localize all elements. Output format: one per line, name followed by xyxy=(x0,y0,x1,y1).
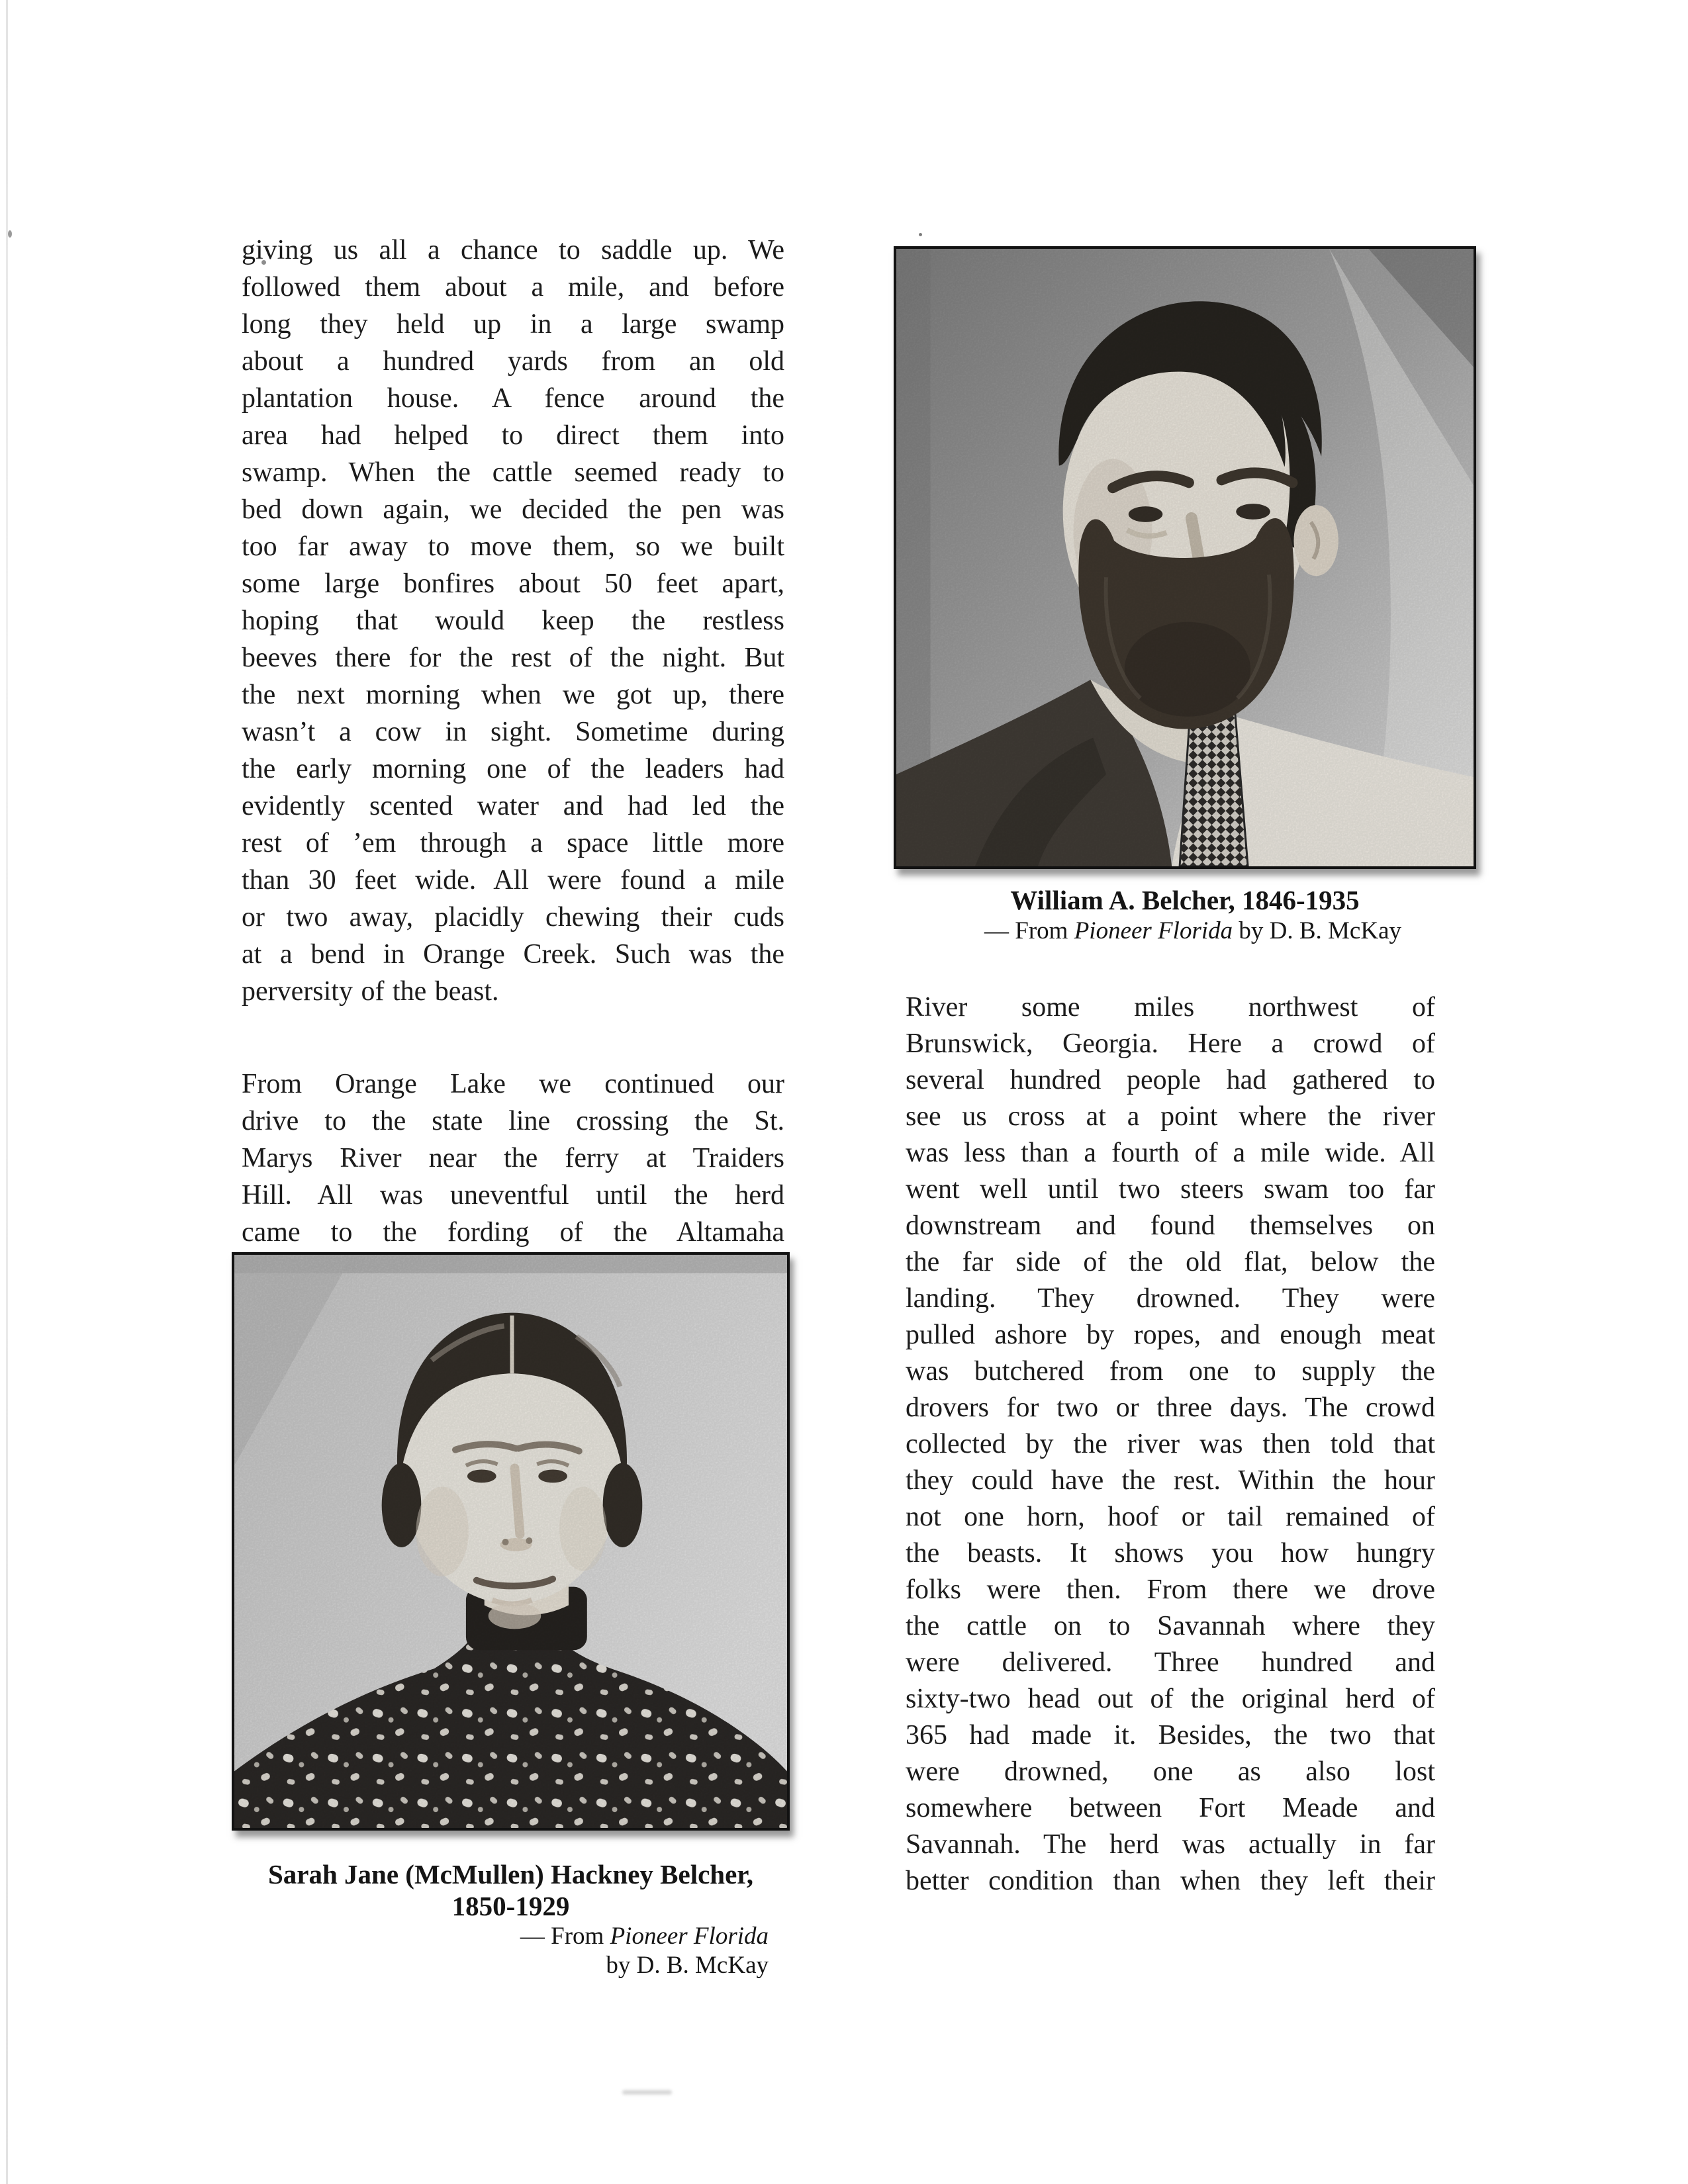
text-line: the beasts. It shows you how hungry xyxy=(906,1538,1435,1569)
sarah-jane-belcher-caption xyxy=(232,1858,790,1980)
text-line: too far away to move them, so we built xyxy=(242,531,784,562)
text-line: evidently scented water and had led the xyxy=(242,791,784,821)
text-line: perversity of the beast. xyxy=(242,976,499,1007)
text-line: bed down again, we decided the pen was xyxy=(242,494,784,525)
text-line: were delivered. Three hundred and xyxy=(906,1647,1435,1678)
text-line: came to the fording of the Altamaha xyxy=(242,1217,784,1248)
sarah-jane-belcher-portrait-image xyxy=(234,1255,787,1828)
text-line: than 30 feet wide. All were found a mile xyxy=(242,865,784,895)
text-line: drive to the state line crossing the St. xyxy=(242,1106,784,1136)
caption-title-line1: Sarah Jane (McMullen) Hackney Belcher, xyxy=(268,1859,753,1889)
william-belcher-portrait-image xyxy=(896,249,1474,866)
text-line: was butchered from one to supply the xyxy=(906,1356,1435,1387)
credit-book-title: Pioneer Florida xyxy=(610,1923,769,1950)
text-line: about a hundred yards from an old xyxy=(242,346,784,377)
text-line: wasn’t a cow in sight. Sometime during xyxy=(242,717,784,747)
william-belcher-photo xyxy=(894,246,1476,869)
text-line: landing. They drowned. They were xyxy=(906,1283,1435,1314)
scan-smudge xyxy=(622,2090,672,2095)
text-line: Savannah. The herd was actually in far xyxy=(906,1829,1435,1860)
text-line: better condition than when they left their xyxy=(906,1866,1435,1896)
text-line: some large bonfires about 50 feet apart, xyxy=(242,569,784,599)
text-line: pulled ashore by ropes, and enough meat xyxy=(906,1320,1435,1350)
left-column-paragraph-2 xyxy=(242,1066,784,1251)
caption-credit-line1 xyxy=(232,1922,790,1951)
text-line: followed them about a mile, and before xyxy=(242,272,784,302)
text-line: giving us all a chance to saddle up. We xyxy=(242,235,784,265)
text-line: at a bend in Orange Creek. Such was the xyxy=(242,939,784,970)
text-line: not one horn, hoof or tail remained of xyxy=(906,1502,1435,1532)
text-line: Brunswick, Georgia. Here a crowd of xyxy=(906,1028,1435,1059)
text-line: 365 had made it. Besides, the two that xyxy=(906,1720,1435,1751)
text-line: collected by the river was then told that xyxy=(906,1429,1435,1459)
text-line: swamp. When the cattle seemed ready to xyxy=(242,457,784,488)
text-line: River some miles northwest of xyxy=(906,992,1435,1023)
text-line: was less than a fourth of a mile wide. All xyxy=(906,1138,1435,1168)
caption-title-line2: 1850-1929 xyxy=(451,1891,570,1921)
text-line: drovers for two or three days. The crowd xyxy=(906,1392,1435,1423)
william-belcher-caption xyxy=(894,884,1476,946)
text-line: hoping that would keep the restless xyxy=(242,606,784,636)
caption-credit-line2: by D. B. McKay xyxy=(606,1952,769,1979)
text-line: were drowned, one as also lost xyxy=(906,1756,1435,1787)
scan-edge-artifact xyxy=(6,0,8,2184)
text-line: downstream and found themselves on xyxy=(906,1210,1435,1241)
credit-book-title: Pioneer Florida xyxy=(1074,917,1233,944)
text-line: beeves there for the rest of the night. But xyxy=(242,643,784,673)
sarah-jane-belcher-photo xyxy=(232,1252,790,1831)
text-line: Hill. All was uneventful until the herd xyxy=(242,1180,784,1210)
text-line: From Orange Lake we continued our xyxy=(242,1069,784,1099)
text-line: area had helped to direct them into xyxy=(242,420,784,451)
text-line: they could have the rest. Within the hour xyxy=(906,1465,1435,1496)
text-line: folks were then. From there we drove xyxy=(906,1574,1435,1605)
text-line: long they held up in a large swamp xyxy=(242,309,784,340)
text-line: Marys River near the ferry at Traiders xyxy=(242,1143,784,1173)
text-line: or two away, placidly chewing their cuds xyxy=(242,902,784,933)
right-column-paragraph-1 xyxy=(906,989,1435,1899)
text-line: went well until two steers swam too far xyxy=(906,1174,1435,1205)
left-column-paragraph-1 xyxy=(242,232,784,1010)
scan-speck xyxy=(8,230,12,238)
caption-title: William A. Belcher, 1846-1935 xyxy=(1010,885,1360,915)
text-line: rest of ’em through a space little more xyxy=(242,828,784,858)
credit-prefix: — From xyxy=(984,917,1074,944)
text-line: see us cross at a point where the river xyxy=(906,1101,1435,1132)
text-line: plantation house. A fence around the xyxy=(242,383,784,414)
text-line: somewhere between Fort Meade and xyxy=(906,1793,1435,1823)
caption-credit xyxy=(902,916,1484,946)
text-line: several hundred people had gathered to xyxy=(906,1065,1435,1095)
text-line: the far side of the old flat, below the xyxy=(906,1247,1435,1277)
text-line: the next morning when we got up, there xyxy=(242,680,784,710)
text-line: sixty-two head out of the original herd of xyxy=(906,1684,1435,1714)
scan-speck xyxy=(919,233,922,236)
text-line: the early morning one of the leaders had xyxy=(242,754,784,784)
text-line: the cattle on to Savannah where they xyxy=(906,1611,1435,1641)
credit-suffix: by D. B. McKay xyxy=(1233,917,1401,944)
credit-prefix: — From xyxy=(520,1923,610,1950)
